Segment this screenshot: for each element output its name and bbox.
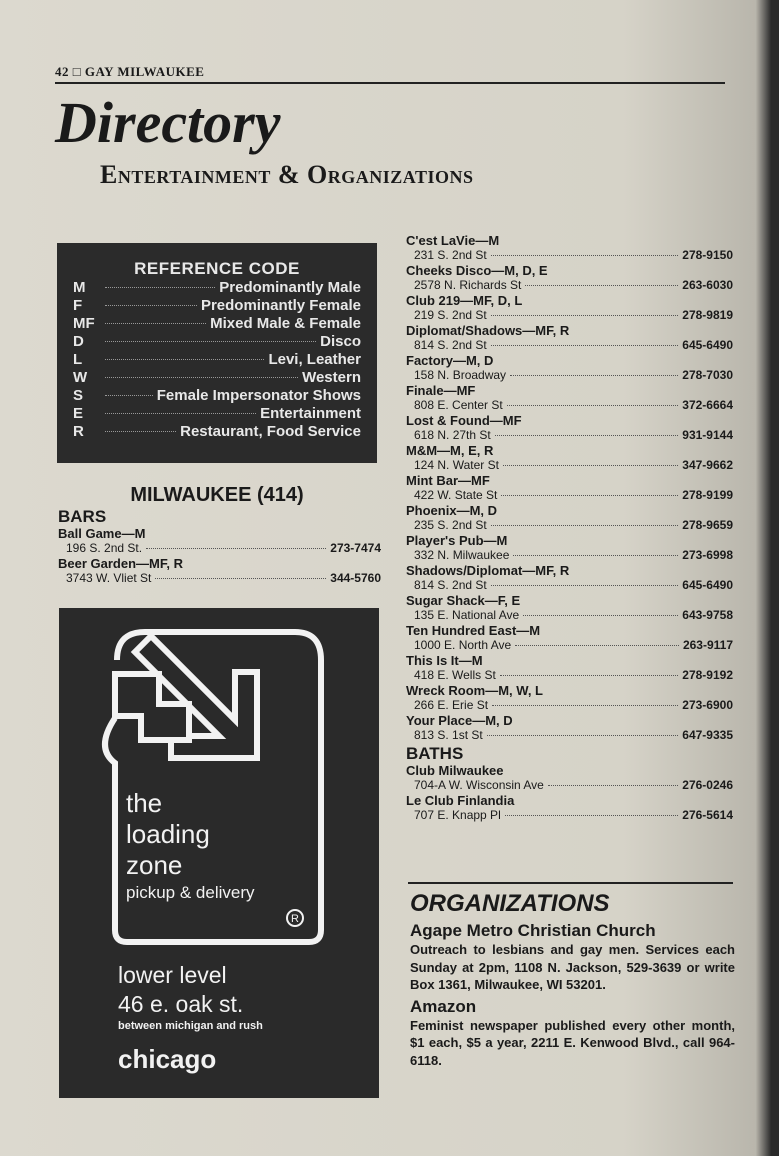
listing-phone: 344-5760 (330, 571, 381, 585)
reference-code-letter: M (73, 279, 86, 296)
listing-phone: 278-9199 (682, 488, 733, 502)
listing-address: 814 S. 2nd St (414, 338, 487, 352)
reference-code-row (57, 369, 377, 387)
page-subtitle: Entertainment & Organizations (100, 160, 474, 189)
baths-list (406, 763, 733, 823)
listing-address: 813 S. 1st St (414, 728, 483, 742)
listing-address: 158 N. Broadway (414, 368, 507, 382)
reference-code-row (57, 405, 377, 423)
listing-address: 422 W. State St (414, 488, 498, 502)
dot-leader (105, 359, 264, 360)
listing-address-row (406, 608, 733, 623)
dot-leader (146, 548, 326, 549)
registered-letter: R (291, 913, 299, 925)
org-name: Amazon (410, 996, 477, 1016)
listing-address: 332 N. Milwaukee (414, 548, 510, 562)
dot-leader (501, 495, 678, 496)
dot-leader (491, 585, 679, 586)
organizations-heading: ORGANIZATIONS (410, 890, 610, 917)
listing-address: 704-A W. Wisconsin Ave (414, 778, 544, 792)
publication-name: GAY MILWAUKEE (84, 64, 205, 79)
bars-list-right (406, 233, 733, 743)
listing-address-row (406, 668, 733, 683)
listing-address: 808 E. Center St (414, 398, 503, 412)
reference-code-letter: W (73, 369, 88, 386)
listing-name: Wreck Room—M, W, L (406, 683, 543, 698)
reference-code-row (57, 351, 377, 369)
listing-name: Finale—MF (406, 383, 476, 398)
dot-leader (491, 315, 679, 316)
listing-name: Beer Garden—MF, R (58, 556, 183, 571)
dot-leader (523, 615, 678, 616)
listing-address-row (406, 458, 733, 473)
dot-leader (105, 323, 206, 324)
reference-code-description: Predominantly Male (219, 279, 361, 296)
listing-address-row (406, 278, 733, 293)
loading-zone-advertisement (59, 608, 379, 1098)
bars-list-left (58, 526, 381, 586)
listing-name: Ball Game—M (58, 526, 146, 541)
listing-address: 135 E. National Ave (414, 608, 520, 622)
listing-address: 618 N. 27th St (414, 428, 491, 442)
listing-name: Sugar Shack—F, E (406, 593, 521, 608)
listing-phone: 647-9335 (682, 728, 733, 742)
reference-code-description: Western (302, 369, 361, 386)
dot-leader (491, 525, 679, 526)
listing-entry (406, 503, 733, 533)
listing-address-row (406, 518, 733, 533)
listing-entry (406, 653, 733, 683)
listing-name: C'est LaVie—M (406, 233, 500, 248)
listing-phone: 263-9117 (682, 638, 733, 652)
reference-code-letter: MF (73, 315, 95, 332)
listing-entry (406, 473, 733, 503)
dot-leader (503, 465, 678, 466)
reference-code-letter: D (73, 333, 84, 350)
listing-phone: 278-9150 (682, 248, 733, 262)
org-name: Agape Metro Christian Church (410, 921, 656, 940)
listing-phone: 276-5614 (682, 808, 733, 822)
listing-name: Ten Hundred East—M (406, 623, 541, 638)
header-rule (55, 82, 725, 84)
listing-phone: 372-6664 (682, 398, 733, 412)
reference-code-box (57, 243, 377, 463)
reference-code-row (57, 279, 377, 297)
listing-phone: 931-9144 (682, 428, 733, 442)
reference-code-description: Entertainment (260, 405, 361, 422)
listing-address-row (406, 308, 733, 323)
dot-leader (500, 675, 678, 676)
listing-address-row (406, 338, 733, 353)
reference-code-letter: E (73, 405, 84, 422)
city-heading: MILWAUKEE (414) (130, 484, 304, 506)
listing-entry (406, 443, 733, 473)
dot-leader (105, 287, 215, 288)
listing-phone: 276-0246 (682, 778, 733, 792)
dot-leader (495, 435, 679, 436)
reference-code-list (57, 279, 377, 441)
dot-leader (105, 431, 176, 432)
listing-address-row (406, 548, 733, 563)
page-title: Directory (55, 90, 281, 155)
dot-leader (515, 645, 679, 646)
reference-code-description: Female Impersonator Shows (156, 387, 361, 404)
listing-address-row (406, 728, 733, 743)
listing-address: 196 S. 2nd St. (66, 541, 143, 555)
listing-address: 418 E. Wells St (414, 668, 496, 682)
left-listing-column (58, 508, 381, 586)
reference-code-title: REFERENCE CODE (134, 259, 300, 278)
listing-address: 1000 E. North Ave (414, 638, 512, 652)
ad-tagline: pickup & delivery (126, 883, 255, 902)
listing-address-row (406, 428, 733, 443)
listing-name: Lost & Found—MF (406, 413, 522, 428)
listing-phone: 273-6900 (682, 698, 733, 712)
reference-code-row (57, 333, 377, 351)
listing-phone: 278-7030 (682, 368, 733, 382)
listing-name: This Is It—M (406, 653, 483, 668)
listing-address: 235 S. 2nd St (414, 518, 487, 532)
listing-entry (406, 533, 733, 563)
listing-address-row (406, 488, 733, 503)
reference-code-description: Mixed Male & Female (210, 315, 361, 332)
listing-phone: 643-9758 (682, 608, 733, 622)
listing-phone: 347-9662 (682, 458, 733, 472)
listing-address-row (406, 698, 733, 713)
ad-brand-name (126, 788, 210, 881)
listing-name: Cheeks Disco—M, D, E (406, 263, 548, 278)
dot-leader (155, 578, 326, 579)
listing-address: 2578 N. Richards St (414, 278, 522, 292)
listing-name: Diplomat/Shadows—MF, R (406, 323, 570, 338)
dot-leader (492, 705, 678, 706)
reference-code-description: Disco (320, 333, 361, 350)
listing-phone: 645-6490 (682, 578, 733, 592)
listing-phone: 645-6490 (682, 338, 733, 352)
listing-name: Mint Bar—MF (406, 473, 490, 488)
listing-address-row (406, 638, 733, 653)
reference-code-letter: L (73, 351, 83, 368)
ad-city: chicago (118, 1044, 217, 1074)
ad-brand-line-1: the (126, 788, 163, 818)
listing-address: 3743 W. Vliet St (66, 571, 152, 585)
dot-leader (510, 375, 678, 376)
listing-address-row (58, 571, 381, 586)
reference-code-row (57, 387, 377, 405)
reference-code-description: Levi, Leather (268, 351, 361, 368)
listing-name: Shadows/Diplomat—MF, R (406, 563, 570, 578)
organizations-section (410, 890, 735, 1069)
listing-entry (406, 623, 733, 653)
listing-name: Your Place—M, D (406, 713, 513, 728)
dot-leader (487, 735, 679, 736)
dot-leader (105, 395, 153, 396)
reference-code-letter: R (73, 423, 84, 440)
listing-phone: 263-6030 (682, 278, 733, 292)
reference-code-row (57, 423, 377, 441)
dot-leader (513, 555, 678, 556)
ad-brand-line-2: loading (126, 819, 210, 849)
ad-location (118, 961, 243, 1019)
bars-heading: BARS (58, 507, 107, 526)
ad-brand-line-3: zone (126, 850, 183, 880)
listing-entry (406, 263, 733, 293)
reference-code-description: Restaurant, Food Service (180, 423, 361, 440)
listing-phone: 278-9192 (682, 668, 733, 682)
listing-entry (406, 233, 733, 263)
listing-entry (406, 683, 733, 713)
listing-address: 231 S. 2nd St (414, 248, 487, 262)
listing-entry (58, 526, 381, 556)
org-description: Feminist newspaper published every other month, $1 each, $5 a year, 2211 E. Kenwood Blvd., call 964-6118. (410, 1017, 735, 1068)
listing-address: 266 E. Erie St (414, 698, 489, 712)
listing-name: Phoenix—M, D (406, 503, 498, 518)
ad-location-line-2: 46 e. oak st. (118, 991, 244, 1017)
listing-entry (406, 563, 733, 593)
listing-phone: 278-9659 (682, 518, 733, 532)
listing-phone: 278-9819 (682, 308, 733, 322)
listing-name: Factory—M, D (406, 353, 494, 368)
listing-address-row (406, 248, 733, 263)
listing-name: Club Milwaukee (406, 763, 504, 778)
listing-address-row (406, 578, 733, 593)
listing-entry (58, 556, 381, 586)
listing-address-row (406, 368, 733, 383)
dot-leader (105, 305, 197, 306)
listing-entry (406, 353, 733, 383)
reference-code-description: Predominantly Female (200, 297, 361, 314)
listing-entry (406, 383, 733, 413)
dot-leader (548, 785, 678, 786)
dot-leader (105, 341, 316, 342)
listing-address-row (406, 808, 733, 823)
right-listing-column (406, 233, 733, 823)
dot-leader (491, 345, 679, 346)
listing-entry (406, 793, 733, 823)
listing-address: 707 E. Knapp Pl (414, 808, 501, 822)
baths-heading: BATHS (406, 744, 464, 763)
ad-location-line-1: lower level (118, 962, 227, 988)
listing-address: 814 S. 2nd St (414, 578, 487, 592)
listing-phone: 273-7474 (330, 541, 381, 555)
dot-leader (105, 377, 298, 378)
organizations-rule (408, 882, 733, 884)
listing-address-row (58, 541, 381, 556)
page-number: 42 (55, 64, 69, 79)
reference-code-letter: F (73, 297, 83, 314)
listing-entry (406, 323, 733, 353)
listing-name: Player's Pub—M (406, 533, 508, 548)
listing-address: 124 N. Water St (414, 458, 499, 472)
listing-entry (406, 713, 733, 743)
dot-leader (105, 413, 256, 414)
page-header (55, 64, 204, 80)
dot-leader (505, 815, 679, 816)
listing-address-row (406, 778, 733, 793)
listing-phone: 273-6998 (682, 548, 733, 562)
listing-entry (406, 413, 733, 443)
listing-name: Club 219—MF, D, L (406, 293, 523, 308)
listing-entry (406, 293, 733, 323)
reference-code-letter: S (73, 387, 84, 404)
listing-address: 219 S. 2nd St (414, 308, 487, 322)
dot-leader (507, 405, 679, 406)
listing-name: Le Club Finlandia (406, 793, 515, 808)
org-description: Outreach to lesbians and gay men. Services each Sunday at 2pm, 1108 N. Jackson, 529-3639 or write Box 1361, Milwaukee, WI 53201. (410, 942, 735, 992)
listing-name: M&M—M, E, R (406, 443, 494, 458)
listing-entry (406, 763, 733, 793)
separator-glyph: □ (72, 64, 82, 79)
reference-code-row (57, 297, 377, 315)
listing-address-row (406, 398, 733, 413)
listing-entry (406, 593, 733, 623)
dot-leader (525, 285, 678, 286)
dot-leader (491, 255, 679, 256)
ad-cross-streets: between michigan and rush (118, 1020, 263, 1032)
reference-code-row (57, 315, 377, 333)
